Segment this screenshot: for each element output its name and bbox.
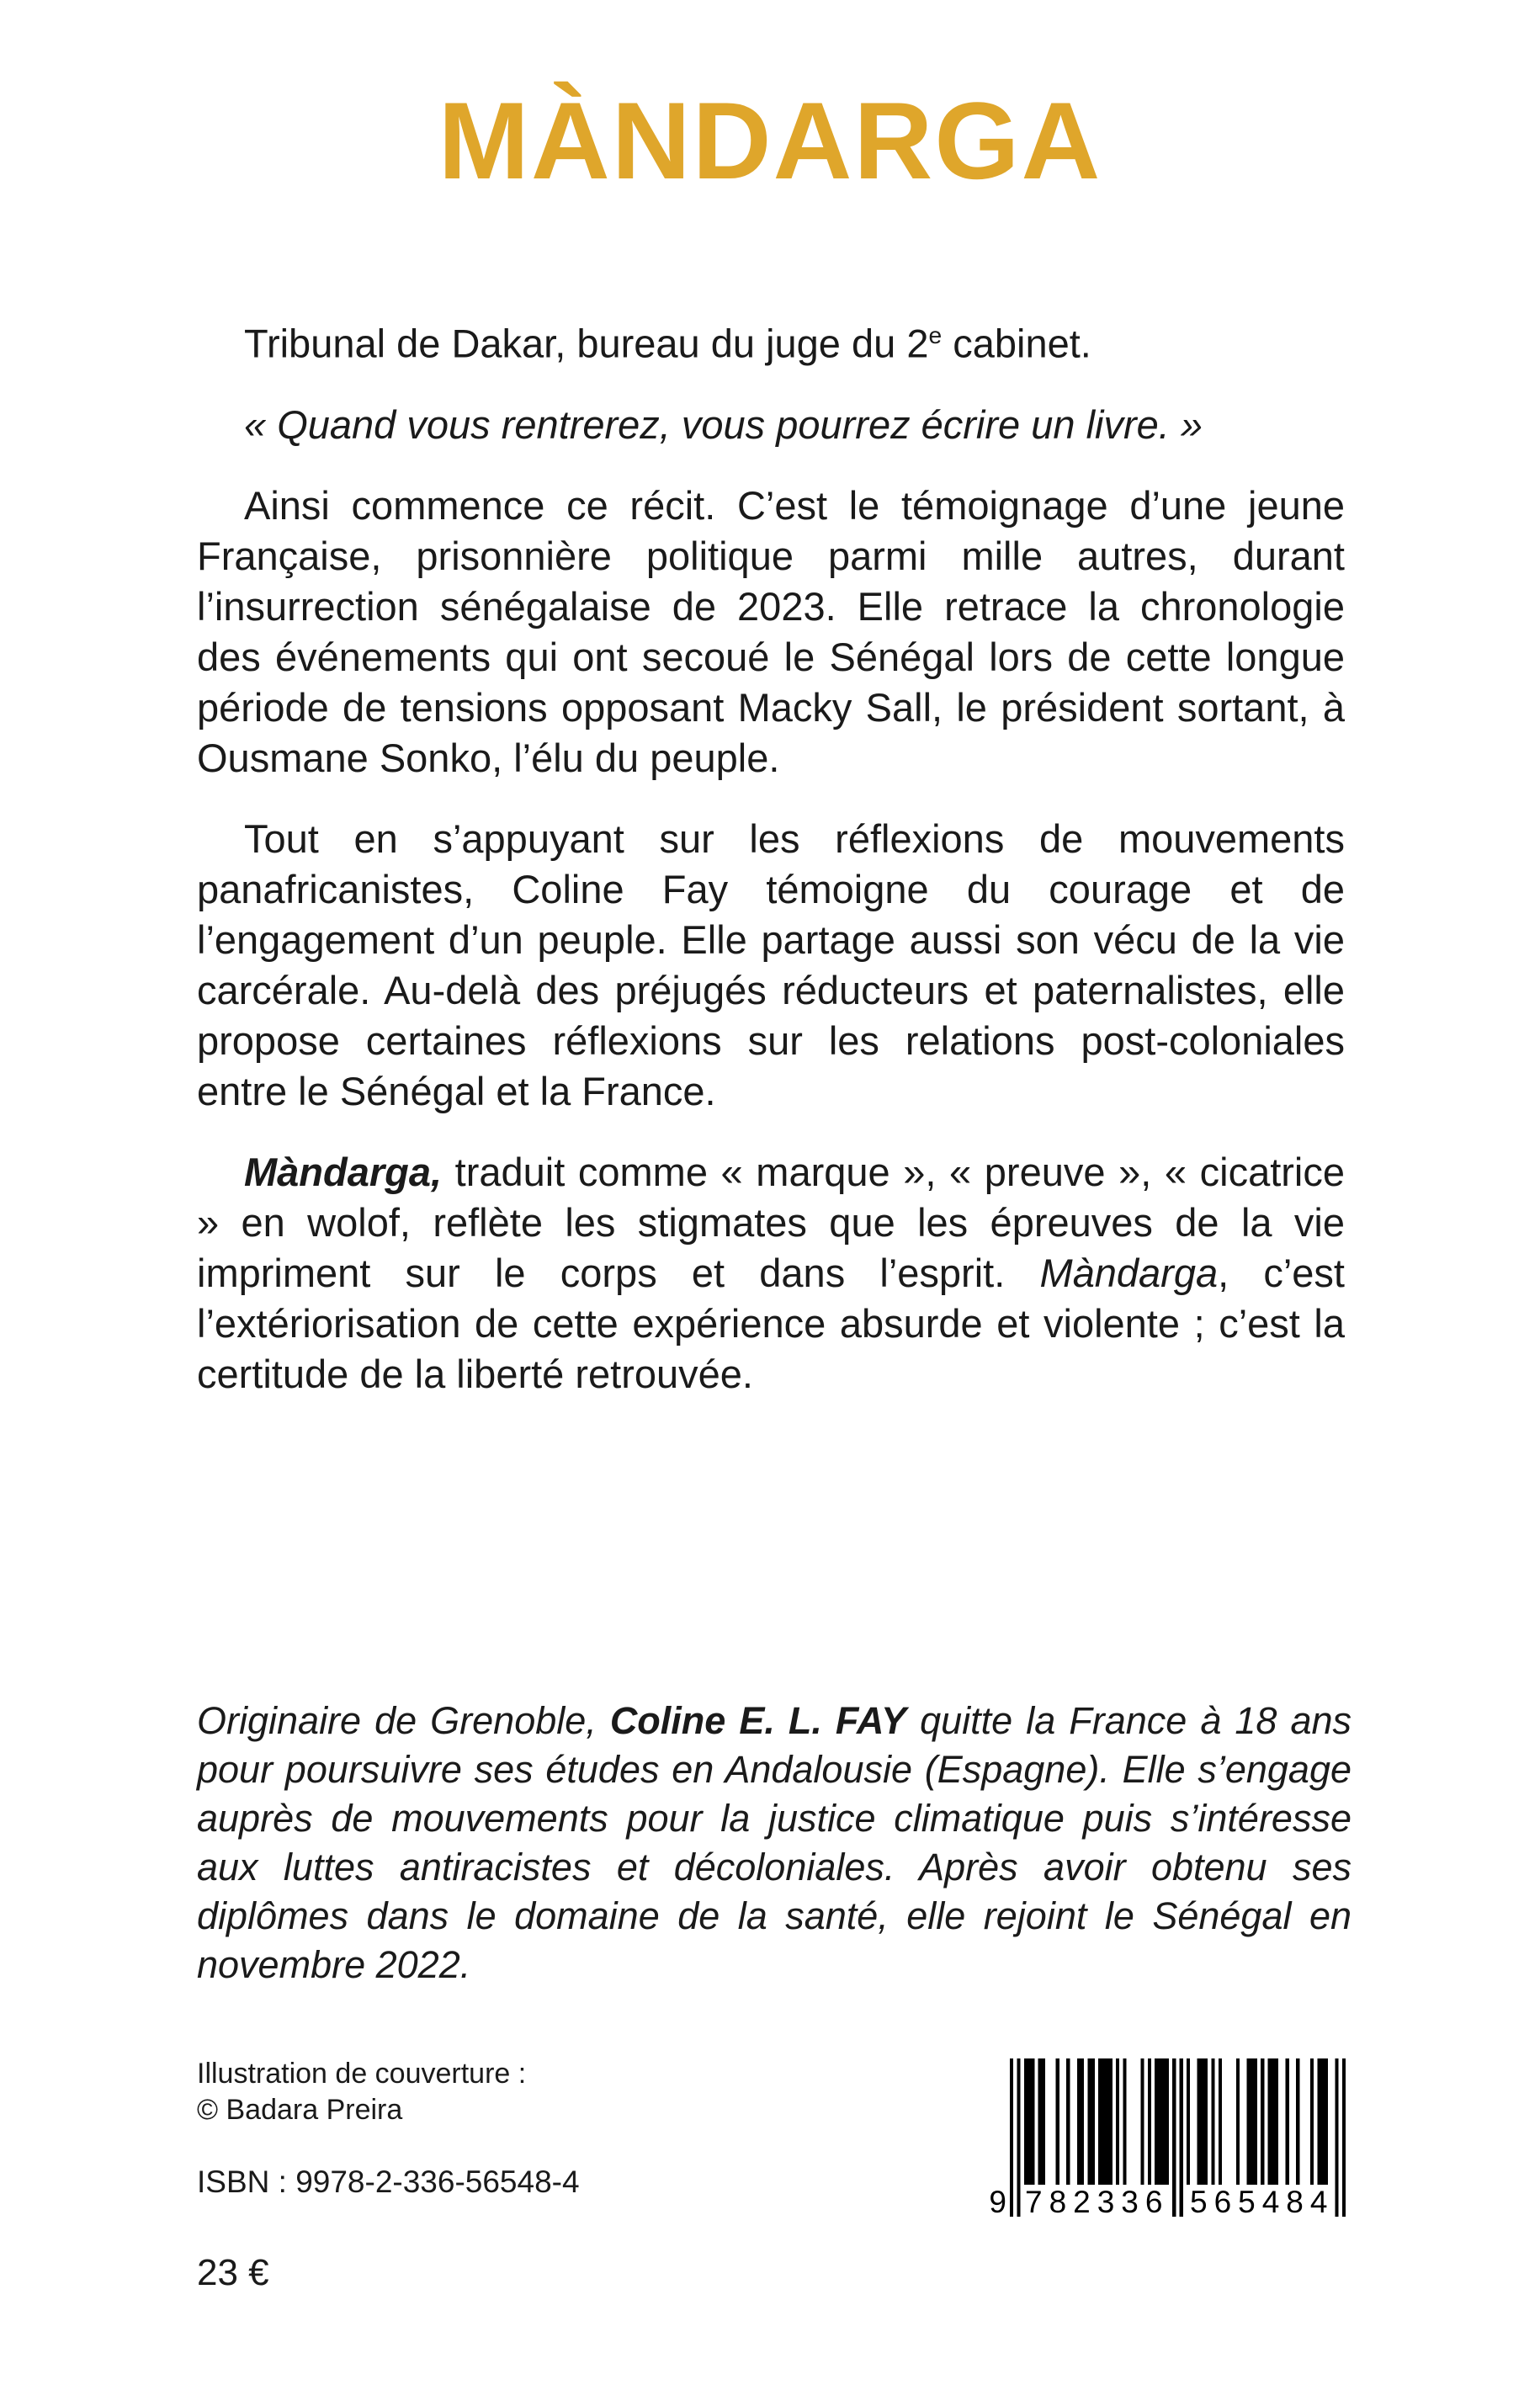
mandarga-title-mention: Màndarga bbox=[1039, 1250, 1219, 1295]
illustration-credit bbox=[197, 2056, 526, 2128]
synopsis-para-1: Ainsi commence ce récit. C’est le témoignage d’une jeune Française, prisonnière politique parmi mille autres, durant l’insurrection sénégalaise de 2023. Elle retrace la chronologie des événements qui ont secoué le Sénégal lors de cette longue période de tensions opposant Macky Sall, le président sortant, à Ousmane Sonko, l’élu du peuple. bbox=[197, 482, 1345, 780]
setting-text-end: cabinet. bbox=[942, 321, 1091, 366]
setting-text: Tribunal de Dakar, bureau du juge du 2 bbox=[244, 321, 929, 366]
barcode-digits-left: 782336 bbox=[1025, 2185, 1170, 2219]
bio-text-post: quitte la France à 18 ans pour poursuivre ses études en Andalousie (Espagne). Elle s’engage auprès de mouvements pour la justice climatique puis s’intéresse aux luttes antiracistes et décoloniales. Après avoir obtenu ses diplômes dans le domaine de la santé, elle rejoint le Sénégal en novembre 2022. bbox=[197, 1699, 1351, 1986]
isbn: ISBN : 9978-2-336-56548-4 bbox=[197, 2165, 580, 2199]
illustration-credit-label: Illustration de couverture : bbox=[197, 2058, 527, 2090]
mandarga-lead-word: Màndarga, bbox=[244, 1149, 443, 1194]
synopsis bbox=[197, 310, 1345, 1400]
author-bio bbox=[197, 1697, 1351, 1989]
synopsis-para-2: Tout en s’appuyant sur les réflexions de mouvements panafricanistes, Coline Fay témoigne du courage et de l’engagement d’un peuple. Elle partage aussi son vécu de la vie carcérale. Au-delà des préjugés réducteurs et paternalistes, elle propose certaines réflexions sur les relations post-coloniales entre le Sénégal et la France. bbox=[197, 815, 1345, 1113]
book-title: MÀNDARGA bbox=[438, 79, 1102, 202]
bio-text-pre: Originaire de Grenoble, bbox=[197, 1699, 610, 1742]
barcode-digits-right: 565484 bbox=[1190, 2185, 1335, 2219]
synopsis-quote: « Quand vous rentrerez, vous pourrez écrire un livre. » bbox=[244, 401, 1203, 447]
price: 23 € bbox=[197, 2252, 269, 2293]
setting-superscript: e bbox=[928, 321, 943, 348]
para3-middle-text: traduit comme « marque », « preuve », « cicatrice » en wolof, reflète les stigmates que les épreuves de la vie impriment sur le corps et dans l’esprit. bbox=[197, 1149, 1345, 1295]
barcode bbox=[989, 2058, 1346, 2227]
bio-paragraph bbox=[197, 1697, 1351, 1989]
synopsis-setting bbox=[197, 310, 1345, 369]
para3-tail-text: , c’est l’extériorisation de cette expérience absurde et violente ; c’est la certitude de la liberté retrouvée. bbox=[197, 1250, 1345, 1396]
author-name: Coline E. L. FAY bbox=[609, 1699, 907, 1742]
synopsis-para-3 bbox=[197, 1147, 1345, 1400]
illustration-credit-name: © Badara Preira bbox=[197, 2094, 403, 2126]
barcode-digit-first: 9 bbox=[989, 2185, 1006, 2219]
